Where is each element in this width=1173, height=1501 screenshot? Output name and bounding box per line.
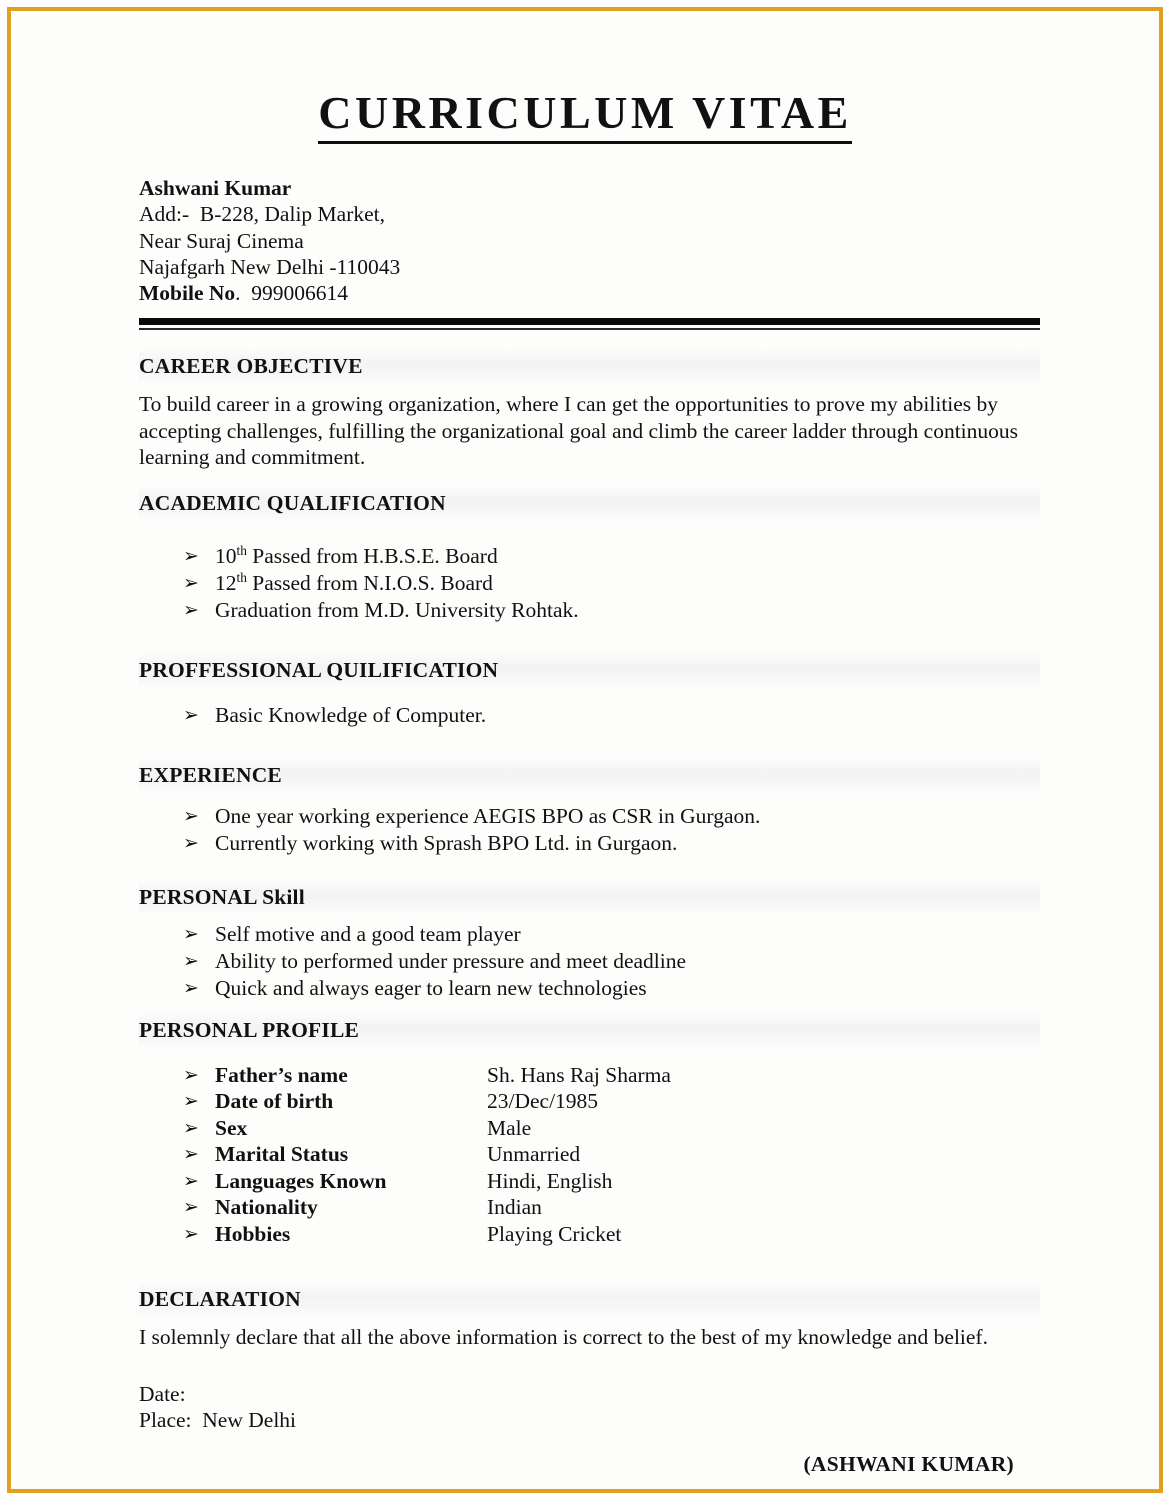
page-title <box>11 87 1159 140</box>
arrow-bullet-icon: ➢ <box>183 976 199 999</box>
section-heading-personal-skill: PERSONAL Skill <box>139 881 1040 913</box>
profile-label: Nationality <box>215 1195 318 1220</box>
profile-value: 23/Dec/1985 <box>487 1089 599 1114</box>
item-prefix: 12 <box>215 570 237 595</box>
profile-label: Date of birth <box>215 1089 334 1114</box>
list-item <box>139 543 1044 570</box>
contact-block <box>139 175 1044 306</box>
arrow-bullet-icon: ➢ <box>183 598 199 621</box>
arrow-bullet-icon: ➢ <box>183 703 199 726</box>
mobile-separator: . <box>235 281 252 306</box>
profile-row <box>139 1168 1044 1195</box>
list-item <box>139 597 1044 624</box>
signature-block <box>139 1381 1044 1434</box>
profile-label: Marital Status <box>215 1142 349 1167</box>
arrow-bullet-icon: ➢ <box>183 831 199 854</box>
page-title-text: CURRICULUM VITAE <box>318 87 852 144</box>
arrow-bullet-icon: ➢ <box>183 1143 199 1166</box>
arrow-bullet-icon: ➢ <box>183 1063 199 1086</box>
arrow-bullet-icon: ➢ <box>183 949 199 972</box>
declaration-text: I solemnly declare that all the above information is correct to the best of my knowledge and belief. <box>139 1325 988 1350</box>
arrow-bullet-icon: ➢ <box>183 571 199 594</box>
profile-row <box>139 1115 1044 1142</box>
cv-document-sheet <box>11 11 1159 1489</box>
profile-label: Languages Known <box>215 1168 387 1193</box>
list-item <box>139 702 1044 729</box>
section-heading-professional-qualification: PROFFESSIONAL QUILIFICATION <box>139 654 1040 686</box>
profile-row <box>139 1088 1044 1115</box>
experience-list <box>139 803 1044 857</box>
mobile-line <box>139 280 1044 306</box>
arrow-bullet-icon: ➢ <box>183 1169 199 1192</box>
item-rest: Passed from H.B.S.E. Board <box>246 543 498 568</box>
profile-value: Indian <box>487 1195 542 1220</box>
profile-label: Sex <box>215 1115 248 1140</box>
item-prefix: 10 <box>215 543 237 568</box>
profile-value: Male <box>487 1115 532 1140</box>
arrow-bullet-icon: ➢ <box>183 544 199 567</box>
address-line-3: Najafgarh New Delhi -110043 <box>139 254 401 279</box>
section-heading-career-objective: CAREER OBJECTIVE <box>139 350 1040 382</box>
item-superscript: th <box>236 569 247 585</box>
item-text: Currently working with Sprash BPO Ltd. in Gurgaon. <box>215 830 678 855</box>
profile-row <box>139 1194 1044 1221</box>
item-superscript: th <box>236 542 247 558</box>
item-text: Ability to performed under pressure and meet deadline <box>215 948 687 973</box>
academic-qualification-list <box>139 543 1044 624</box>
profile-value: Hindi, English <box>487 1168 613 1193</box>
list-item <box>139 830 1044 857</box>
address-line-1: Add:- B-228, Dalip Market, <box>139 202 386 227</box>
arrow-bullet-icon: ➢ <box>183 1222 199 1245</box>
arrow-bullet-icon: ➢ <box>183 1090 199 1113</box>
profile-label: Father’s name <box>215 1062 348 1087</box>
professional-qualification-list <box>139 702 1044 729</box>
arrow-bullet-icon: ➢ <box>183 1116 199 1139</box>
section-heading-academic-qualification: ACADEMIC QUALIFICATION <box>139 487 1040 519</box>
profile-row <box>139 1062 1044 1089</box>
section-heading-personal-profile: PERSONAL PROFILE <box>139 1014 1040 1046</box>
item-text: Self motive and a good team player <box>215 921 521 946</box>
list-item <box>139 975 1044 1002</box>
place-line: Place: New Delhi <box>139 1408 297 1433</box>
list-item <box>139 948 1044 975</box>
profile-row <box>139 1141 1044 1168</box>
profile-row <box>139 1221 1044 1248</box>
address-line-2: Near Suraj Cinema <box>139 228 304 253</box>
list-item <box>139 570 1044 597</box>
mobile-value: 999006614 <box>251 281 349 306</box>
signature-name: (ASHWANI KUMAR) <box>803 1451 1014 1476</box>
section-heading-declaration: DECLARATION <box>139 1283 1040 1315</box>
item-rest: Graduation from M.D. University Rohtak. <box>215 597 579 622</box>
arrow-bullet-icon: ➢ <box>183 922 199 945</box>
list-item <box>139 921 1044 948</box>
career-objective-text: To build career in a growing organization, where I can get the opportunities to prove my abilities by accepting challenges, fulfilling the organizational goal and climb the career ladder through continuous learning and commitment. <box>139 392 1019 470</box>
item-text: Quick and always eager to learn new technologies <box>215 975 647 1000</box>
mobile-label: Mobile No <box>139 281 236 306</box>
candidate-name: Ashwani Kumar <box>139 176 292 200</box>
arrow-bullet-icon: ➢ <box>183 1196 199 1219</box>
profile-value: Unmarried <box>487 1142 581 1167</box>
section-heading-experience: EXPERIENCE <box>139 759 1040 791</box>
arrow-bullet-icon: ➢ <box>183 804 199 827</box>
divider-thick-bar <box>139 318 1040 325</box>
item-text: One year working experience AEGIS BPO as CSR in Gurgaon. <box>215 803 761 828</box>
item-text: Basic Knowledge of Computer. <box>215 702 487 727</box>
profile-label: Hobbies <box>215 1221 291 1246</box>
page-border-frame <box>7 7 1163 1493</box>
list-item <box>139 803 1044 830</box>
document-content <box>139 175 1044 1477</box>
profile-value: Sh. Hans Raj Sharma <box>487 1062 671 1087</box>
item-rest: Passed from N.I.O.S. Board <box>246 570 493 595</box>
personal-skill-list <box>139 921 1044 1002</box>
personal-profile-list <box>139 1062 1044 1248</box>
header-divider-rule <box>139 318 1040 330</box>
profile-value: Playing Cricket <box>487 1221 622 1246</box>
date-line: Date: <box>139 1381 186 1406</box>
